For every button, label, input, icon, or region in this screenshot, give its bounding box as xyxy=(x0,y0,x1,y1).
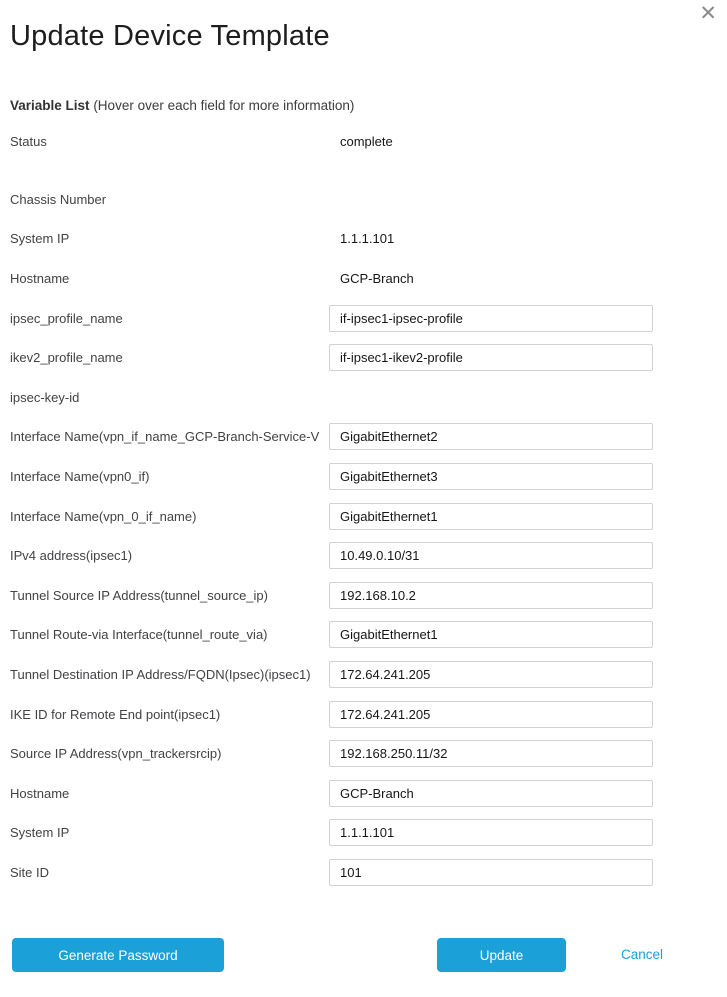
close-icon[interactable]: ✕ xyxy=(695,0,721,28)
cancel-link[interactable]: Cancel xyxy=(621,947,664,962)
row-value xyxy=(329,780,653,807)
row-value xyxy=(329,230,653,248)
row-label: Tunnel Source IP Address(tunnel_source_ip) xyxy=(10,587,268,603)
row-label: IKE ID for Remote End point(ipsec1) xyxy=(10,706,221,722)
interface-name-vpn-0-if-name-input[interactable] xyxy=(329,503,653,530)
row-ipv4-address-ipsec1 xyxy=(0,536,727,576)
row-label: Hostname xyxy=(10,271,70,287)
row-system-ip xyxy=(0,813,727,853)
row-value xyxy=(329,621,653,648)
row-system-ip xyxy=(0,219,727,259)
ike-id-for-remote-end-point-ipsec1-input[interactable] xyxy=(329,701,653,728)
row-label: Interface Name(vpn_if_name_GCP-Branch-Service-V xyxy=(10,429,320,445)
row-value xyxy=(329,503,653,530)
row-label: Hostname xyxy=(10,785,70,801)
row-label: System IP xyxy=(10,825,70,841)
row-interface-name-vpn-0-if-name xyxy=(0,496,727,536)
row-value xyxy=(329,859,653,886)
row-hostname xyxy=(0,774,727,814)
ikev2-profile-name-input[interactable] xyxy=(329,344,653,371)
row-label: Interface Name(vpn0_if) xyxy=(10,469,150,485)
row-status xyxy=(0,122,727,162)
row-label: Tunnel Destination IP Address/FQDN(Ipsec)(ipsec1) xyxy=(10,667,311,683)
row-label: Status xyxy=(10,134,47,150)
row-chassis-number xyxy=(0,180,727,220)
row-tunnel-destination-ip-address-fqdn-ipsec-ipsec1 xyxy=(0,655,727,695)
row-value xyxy=(329,463,653,490)
dialog-footer xyxy=(0,938,727,972)
row-label: ipsec-key-id xyxy=(10,389,80,405)
page-title: Update Device Template xyxy=(10,20,330,52)
variable-list-label: Variable List xyxy=(10,98,90,113)
variable-list-hint: (Hover over each field for more information) xyxy=(93,98,355,113)
hostname-value: GCP-Branch xyxy=(340,270,414,286)
site-id-input[interactable] xyxy=(329,859,653,886)
row-ipsec-key-id xyxy=(0,378,727,418)
interface-name-vpn0-if-input[interactable] xyxy=(329,463,653,490)
row-tunnel-route-via-interface-tunnel-route-via xyxy=(0,615,727,655)
generate-password-button[interactable]: Generate Password xyxy=(12,938,224,972)
row-label: ipsec_profile_name xyxy=(10,310,123,326)
row-value xyxy=(329,344,653,371)
hostname-input[interactable] xyxy=(329,780,653,807)
row-value xyxy=(329,582,653,609)
tunnel-source-ip-address-tunnel-source-ip-input[interactable] xyxy=(329,582,653,609)
status-value: complete xyxy=(340,133,393,149)
row-value xyxy=(329,270,653,288)
row-value xyxy=(329,133,653,151)
source-ip-address-vpn-trackersrcip-input[interactable] xyxy=(329,740,653,767)
row-value xyxy=(329,542,653,569)
row-value xyxy=(329,661,653,688)
row-ipsec-profile-name xyxy=(0,298,727,338)
ipsec-profile-name-input[interactable] xyxy=(329,305,653,332)
row-hostname xyxy=(0,259,727,299)
system-ip-value: 1.1.1.101 xyxy=(340,230,395,246)
row-site-id xyxy=(0,853,727,893)
row-ike-id-for-remote-end-point-ipsec1 xyxy=(0,694,727,734)
row-label: Tunnel Route-via Interface(tunnel_route_via) xyxy=(10,627,268,643)
row-value xyxy=(329,701,653,728)
row-label: System IP xyxy=(10,231,70,247)
ipv4-address-ipsec1-input[interactable] xyxy=(329,542,653,569)
row-label: Chassis Number xyxy=(10,191,107,207)
tunnel-destination-ip-address-fqdn-ipsec-ipsec1-input[interactable] xyxy=(329,661,653,688)
variable-list-heading xyxy=(10,98,727,114)
variable-rows xyxy=(0,122,727,892)
interface-name-vpn-if-name-gcp-branch-service-v-input[interactable] xyxy=(329,423,653,450)
row-value xyxy=(329,740,653,767)
row-label: Site ID xyxy=(10,864,50,880)
row-source-ip-address-vpn-trackersrcip xyxy=(0,734,727,774)
row-ikev2-profile-name xyxy=(0,338,727,378)
row-tunnel-source-ip-address-tunnel-source-ip xyxy=(0,576,727,616)
update-button[interactable]: Update xyxy=(437,938,566,972)
system-ip-input[interactable] xyxy=(329,819,653,846)
row-label: Source IP Address(vpn_trackersrcip) xyxy=(10,746,222,762)
row-label: IPv4 address(ipsec1) xyxy=(10,548,133,564)
row-interface-name-vpn-if-name-gcp-branch-service-v xyxy=(0,417,727,457)
row-value xyxy=(329,423,653,450)
row-interface-name-vpn0-if xyxy=(0,457,727,497)
row-label: Interface Name(vpn_0_if_name) xyxy=(10,508,197,524)
row-label: ikev2_profile_name xyxy=(10,350,123,366)
row-value xyxy=(329,305,653,332)
tunnel-route-via-interface-tunnel-route-via-input[interactable] xyxy=(329,621,653,648)
row-value xyxy=(329,819,653,846)
